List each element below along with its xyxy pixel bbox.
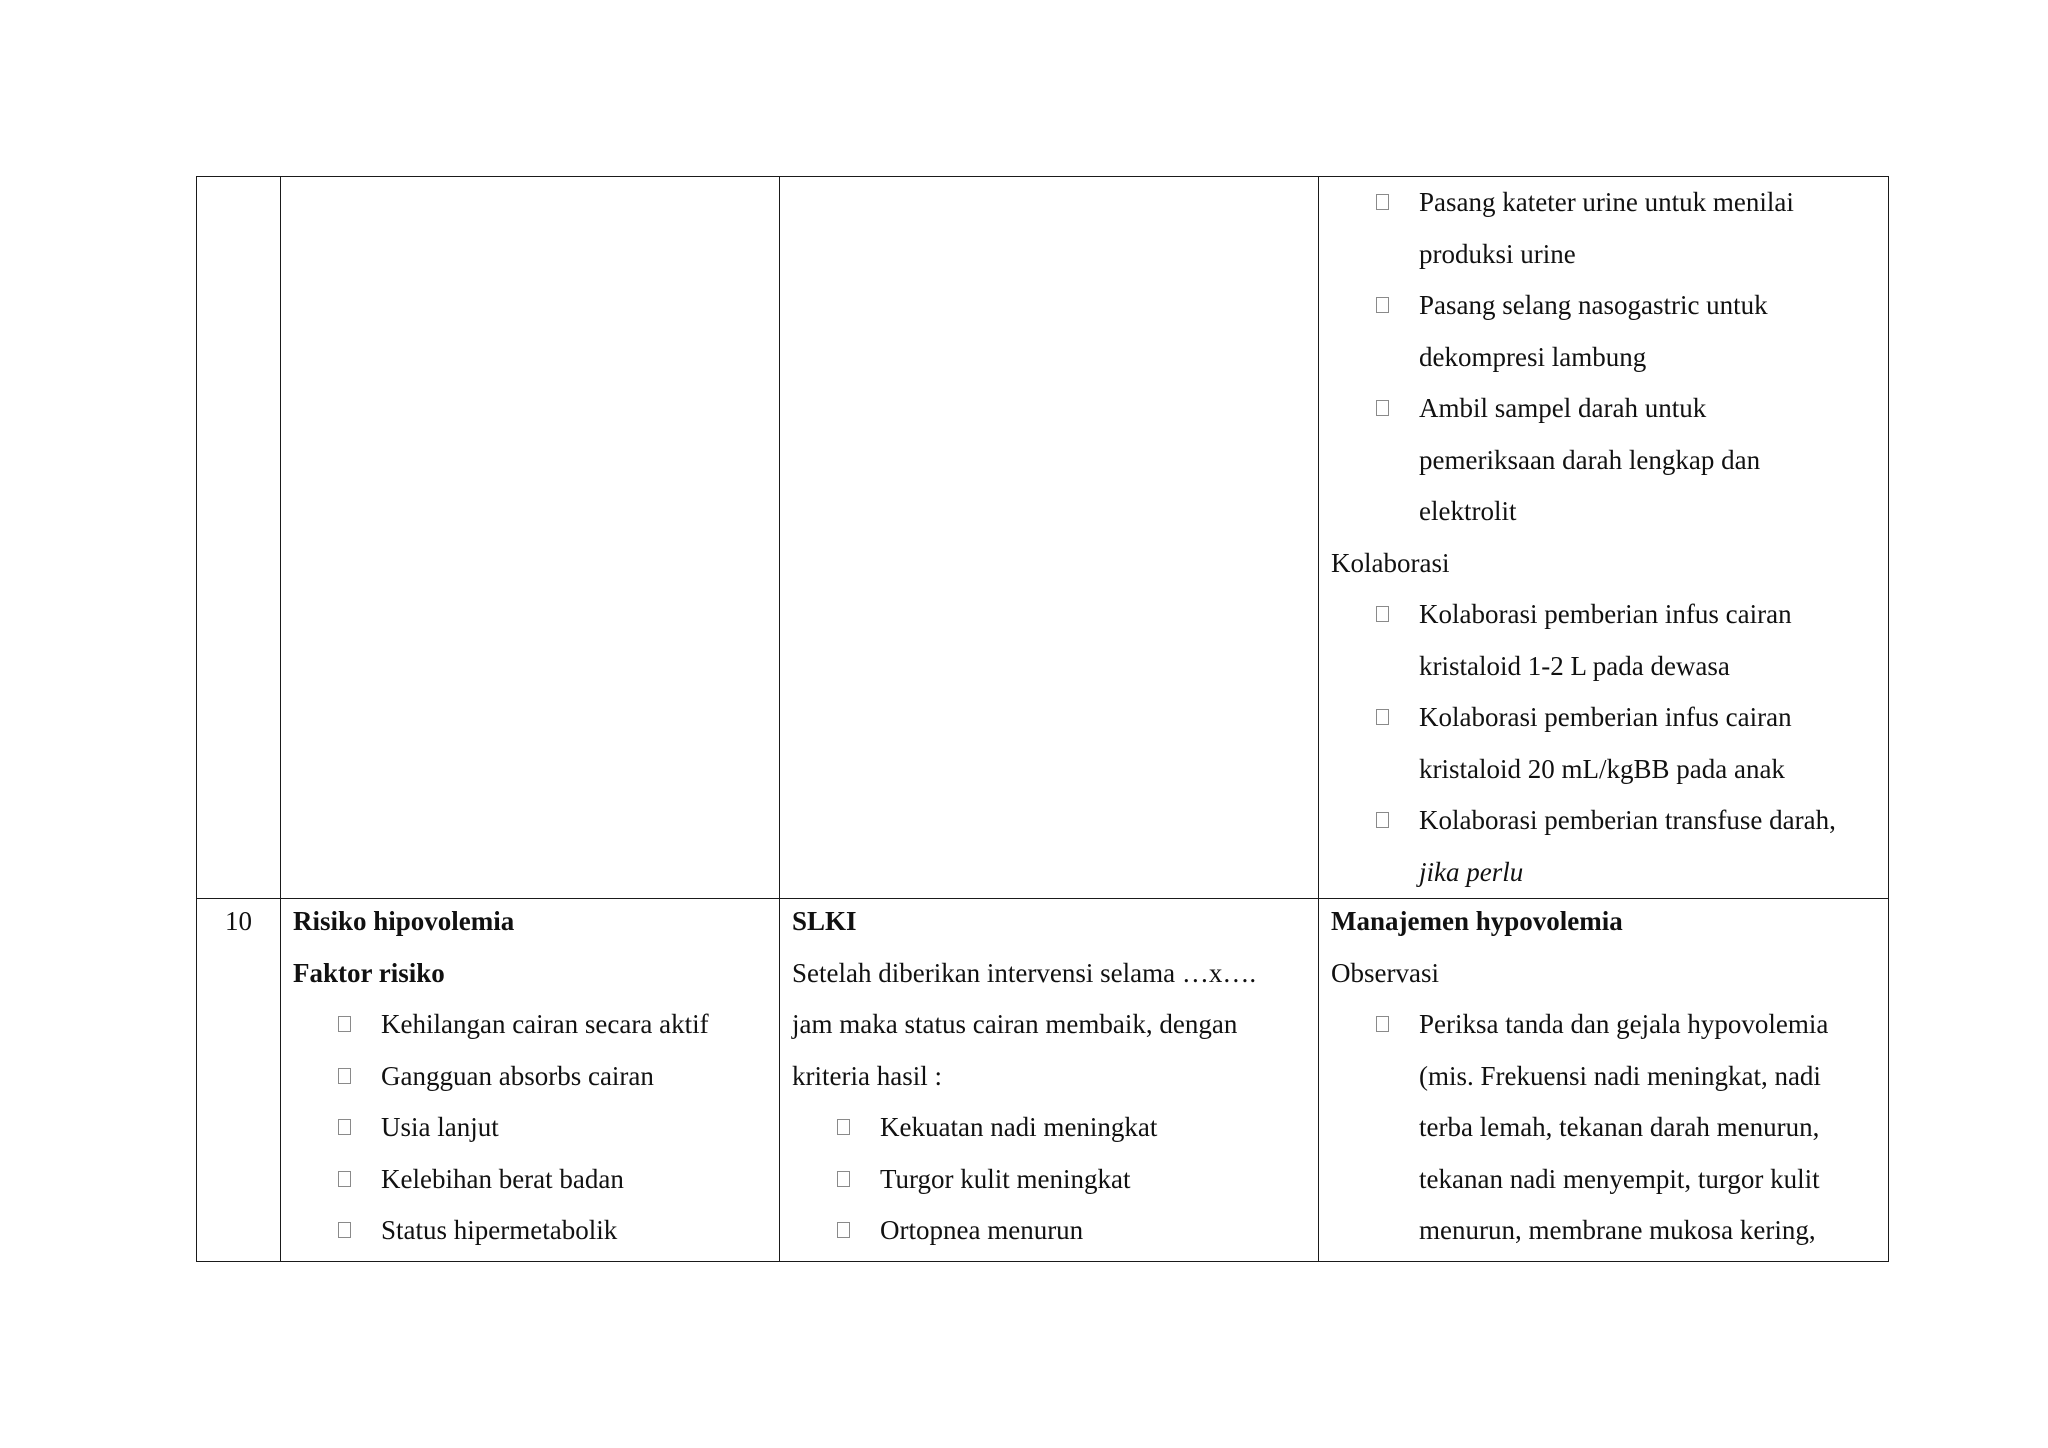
list-item: Kehilangan cairan secara aktif: [293, 999, 767, 1051]
checkbox-bullet-icon: [1376, 297, 1389, 313]
list-item: Kolaborasi pemberian infus cairan kristaloid 1-2 L pada dewasa: [1331, 589, 1876, 692]
observasi-list: [1331, 999, 1876, 1257]
checkbox-bullet-icon: [1376, 1016, 1389, 1032]
intervention-title: Manajemen hypovolemia: [1331, 906, 1623, 936]
italic-note: jika perlu: [1419, 856, 1524, 887]
checkbox-bullet-icon: [338, 1222, 351, 1238]
checkbox-bullet-icon: [1376, 606, 1389, 622]
diagnosis-cell: [281, 899, 780, 1262]
checkbox-bullet-icon: [837, 1171, 850, 1187]
list-item: Ortopnea menurun: [792, 1205, 1306, 1257]
section-heading-observasi: Observasi: [1331, 957, 1439, 988]
list-item: Kolaborasi pemberian transfuse darah, jika perlu: [1331, 795, 1876, 898]
diagnosis-cell: [281, 177, 780, 899]
list-item: Usia lanjut: [293, 1102, 767, 1154]
intervention-cell: [1319, 899, 1889, 1262]
outcome-cell: [780, 177, 1319, 899]
diagnosis-title: Risiko hipovolemia: [293, 906, 515, 936]
outcome-text-line: jam maka status cairan membaik, dengan: [792, 1009, 1238, 1039]
intervention-cell: [1319, 177, 1889, 899]
checkbox-bullet-icon: [1376, 400, 1389, 416]
list-item: Turgor kulit meningkat: [792, 1154, 1306, 1206]
list-item: Gangguan absorbs cairan: [293, 1051, 767, 1103]
list-item: Pasang kateter urine untuk menilai produksi urine: [1331, 177, 1876, 280]
list-item: Kelebihan berat badan: [293, 1154, 767, 1206]
checkbox-bullet-icon: [837, 1119, 850, 1135]
list-item: Periksa tanda dan gejala hypovolemia (mis. Frekuensi nadi meningkat, nadi terba lemah, tekanan darah menurun, tekanan nadi menyempit, turgor kulit menurun, membrane mukosa kering,: [1331, 999, 1876, 1257]
checkbox-bullet-icon: [338, 1068, 351, 1084]
checkbox-bullet-icon: [338, 1171, 351, 1187]
nursing-care-plan-table: [196, 176, 1889, 1262]
outcome-text-line: Setelah diberikan intervensi selama …x….: [792, 957, 1257, 988]
outcome-criteria-list: [792, 1102, 1306, 1257]
row-number-cell: [197, 177, 281, 899]
table-row-10: [197, 899, 1889, 1262]
checkbox-bullet-icon: [837, 1222, 850, 1238]
row-number: 10: [225, 906, 252, 936]
outcome-cell: [780, 899, 1319, 1262]
risk-factor-heading: Faktor risiko: [293, 957, 445, 988]
risk-factor-list: [293, 999, 767, 1257]
list-item: Status hipermetabolik: [293, 1205, 767, 1257]
list-item: Pasang selang nasogastric untuk dekompresi lambung: [1331, 280, 1876, 383]
checkbox-bullet-icon: [338, 1016, 351, 1032]
checkbox-bullet-icon: [1376, 812, 1389, 828]
checkbox-bullet-icon: [1376, 709, 1389, 725]
outcome-text-line: kriteria hasil :: [792, 1060, 942, 1091]
checkbox-bullet-icon: [1376, 194, 1389, 210]
table-row-continued: [197, 177, 1889, 899]
outcome-title: SLKI: [792, 906, 857, 936]
list-item: Kekuatan nadi meningkat: [792, 1102, 1306, 1154]
continued-intervention-list: [1331, 177, 1876, 538]
list-item: Ambil sampel darah untuk pemeriksaan darah lengkap dan elektrolit: [1331, 383, 1876, 538]
checkbox-bullet-icon: [338, 1119, 351, 1135]
row-number-cell: [197, 899, 281, 1262]
list-item: Kolaborasi pemberian infus cairan kristaloid 20 mL/kgBB pada anak: [1331, 692, 1876, 795]
section-heading-kolaborasi: Kolaborasi: [1331, 547, 1450, 578]
kolaborasi-list: [1331, 589, 1876, 898]
